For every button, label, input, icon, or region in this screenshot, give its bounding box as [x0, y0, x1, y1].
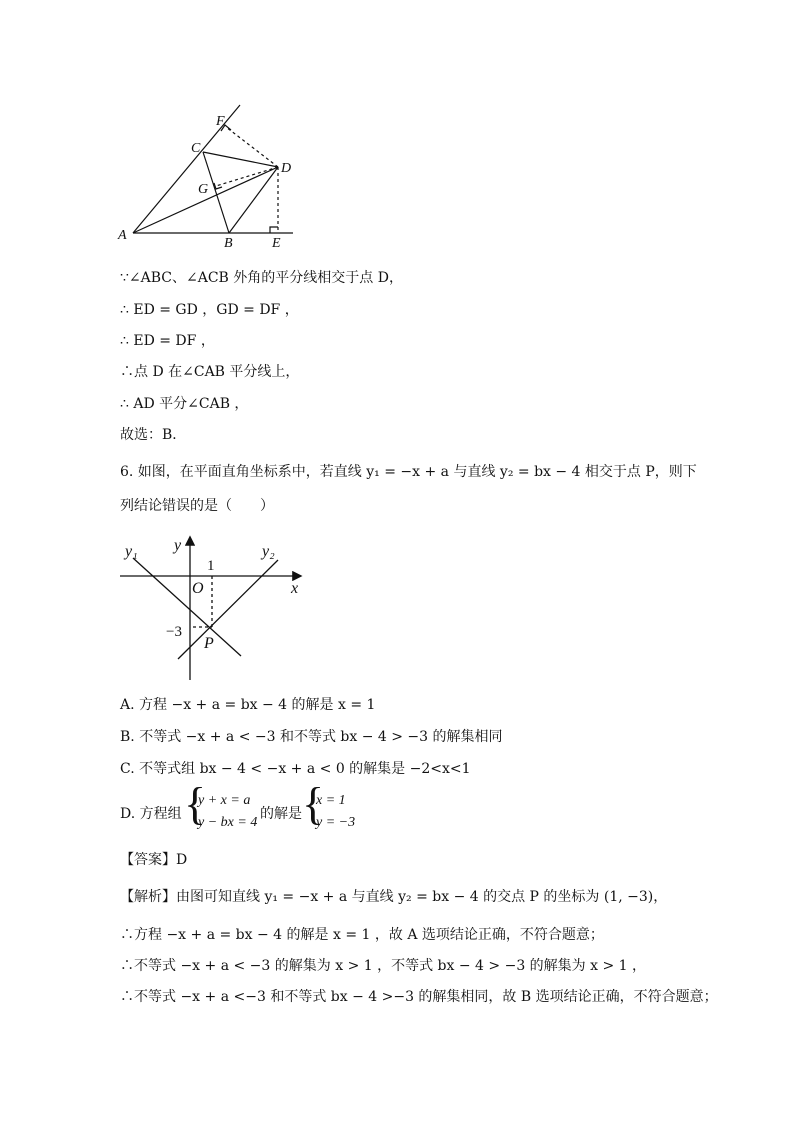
label-F: F: [216, 114, 225, 129]
label-D: D: [281, 161, 292, 176]
proof-line-4: ∴点 D 在∠CAB 平分线上，: [120, 364, 300, 380]
answer: 【答案】D: [120, 852, 188, 868]
label-one: 1: [207, 558, 215, 574]
system-1: [198, 790, 257, 834]
analysis-line-1: 【解析】由图可知直线 y₁ = −x + a 与直线 y₂ = bx − 4 的交点 P 的坐标为 (1, −3)，: [120, 889, 668, 905]
proof-line-3: ∴ ED = DF ，: [120, 333, 215, 349]
label-A: A: [118, 228, 127, 243]
option-D-middle: 的解是: [260, 806, 302, 822]
label-E: E: [272, 236, 281, 250]
coordinate-figure: [115, 530, 315, 685]
system-1-row-1: y + x = a: [198, 793, 251, 808]
proof-line-1: ∵∠ABC、∠ACB 外角的平分线相交于点 D，: [120, 270, 403, 286]
proof-line-5: ∴ AD 平分∠CAB ，: [120, 396, 249, 412]
question-6-line-2: 列结论错误的是（ ）: [120, 498, 274, 514]
proof-line-6: 故选：B．: [120, 427, 187, 443]
analysis-line-2: ∴方程 −x + a = bx − 4 的解是 x = 1 ，故 A 选项结论正确，不符合题意；: [120, 927, 604, 943]
option-C: C. 不等式组 bx − 4 < −x + a < 0 的解集是 −2<x<1: [120, 761, 471, 777]
label-G: G: [198, 182, 209, 197]
question-6-line-1: 6. 如图，在平面直角坐标系中，若直线 y₁ = −x + a 与直线 y₂ = bx − 4 相交于点 P，则下: [120, 464, 697, 480]
label-origin: O: [192, 580, 204, 597]
system-2-row-1: x = 1: [316, 793, 346, 808]
proof-line-2: ∴ ED = GD ，GD = DF ，: [120, 302, 299, 318]
system-1-brace: {: [184, 778, 207, 829]
system-2-brace: {: [302, 778, 325, 829]
label-x-axis: x: [291, 580, 299, 597]
geometry-figure: [110, 100, 310, 250]
label-neg3: −3: [166, 624, 182, 640]
system-1-row-2: y − bx = 4: [198, 815, 258, 830]
label-B: B: [224, 236, 233, 250]
label-y1: y₁: [125, 543, 138, 560]
label-P: P: [204, 635, 214, 652]
option-B: B. 不等式 −x + a < −3 和不等式 bx − 4 > −3 的解集相同: [120, 729, 503, 745]
label-y2: y₂: [262, 543, 275, 560]
label-C: C: [191, 141, 201, 156]
analysis-line-3: ∴不等式 −x + a < −3 的解集为 x > 1 ，不等式 bx − 4 > −3 的解集为 x > 1 ，: [120, 958, 647, 974]
option-D: [120, 778, 420, 836]
label-y-axis: y: [174, 537, 182, 554]
option-A: A. 方程 −x + a = bx − 4 的解是 x = 1: [120, 697, 376, 713]
option-D-prefix: D. 方程组: [120, 806, 182, 822]
system-2-row-2: y = −3: [316, 815, 356, 830]
system-2: [316, 790, 355, 834]
analysis-line-4: ∴不等式 −x + a <−3 和不等式 bx − 4 >−3 的解集相同，故 B 选项结论正确，不符合题意；: [120, 989, 718, 1005]
